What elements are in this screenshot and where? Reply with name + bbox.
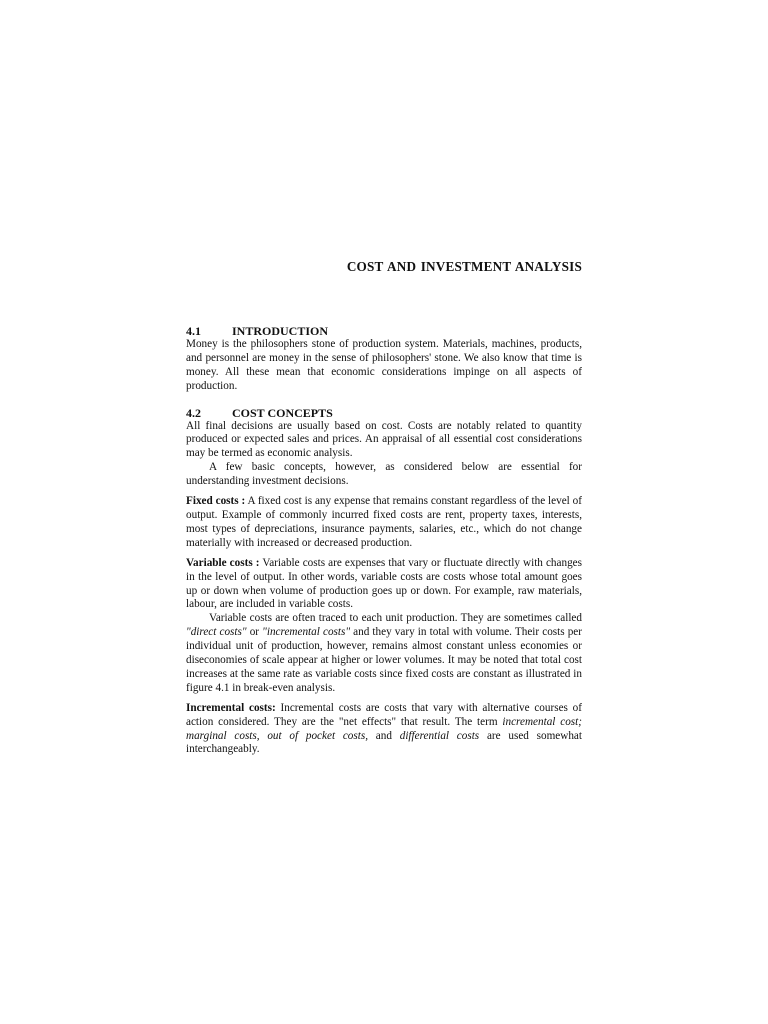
variable-costs-term: Variable costs : [186, 556, 260, 569]
document-page [186, 260, 582, 757]
variable-costs-paragraph [186, 557, 582, 613]
section-number: 4.1 [186, 323, 201, 338]
section-title: COST CONCEPTS [232, 405, 333, 420]
section-number: 4.2 [186, 405, 201, 420]
variable-costs-text: Variable costs are expenses that vary or fluctuate directly with changes in the level of output. In other words, variable costs are costs whose total amount goes up or down when volume of production goes up or down. For example, raw materials, labour, are included in variable costs. [186, 556, 583, 611]
text-run: are used somewhat interchangeably. [186, 729, 583, 756]
chapter-title: COST AND INVESTMENT ANALYSIS [346, 259, 582, 274]
section-heading-introduction [186, 324, 582, 338]
direct-costs-term: "direct costs" [186, 626, 247, 639]
incremental-costs-paragraph [186, 702, 582, 758]
incremental-costs-term: "incremental costs" [262, 626, 351, 639]
text-run: and they vary in total with volume. Their costs per individual unit of production, however, remains almost constant unless economies or diseconomies of scale appear at higher or lower volumes. It may be noted that total cost increases at the same rate as variable costs since fixed costs are constant as illustrated in figure 4.1 in break-even analysis. [186, 626, 583, 694]
variable-costs-paragraph-2 [186, 612, 582, 695]
cost-concepts-paragraph: A few basic concepts, however, as considered below are essential for understanding investment decisions. [186, 461, 582, 488]
introduction-paragraph: Money is the philosophers stone of production system. Materials, machines, products, and personnel are money in the sense of philosophers' stone. We also know that time is money. All these mean that economic considerations impinge on all aspects of production. [186, 337, 582, 392]
text-run: and [368, 729, 392, 742]
section-title: INTRODUCTION [232, 323, 329, 338]
fixed-costs-term: Fixed costs : [186, 495, 246, 508]
incremental-costs-text: Incremental costs are costs that vary with alternative courses of action considered. They are the "net effects" that result. The term [186, 701, 582, 728]
text-run: or [246, 626, 263, 639]
cost-term-list: incremental cost; marginal costs, out of pocket costs, [186, 715, 582, 742]
section-heading-cost-concepts [186, 406, 582, 420]
differential-costs-term: differential costs [399, 729, 480, 742]
incremental-costs-term: Incremental costs: [186, 701, 276, 714]
fixed-costs-text: A fixed cost is any expense that remains constant regardless of the level of output. Example of commonly incurred fixed costs are rent, property taxes, interests, most types of depreciations, insurance payments, salaries, etc., which do not change materially with increased or decreased production. [186, 495, 582, 549]
text-run: Variable costs are often traced to each unit production. They are sometimes called [209, 612, 582, 625]
cost-concepts-paragraph: All final decisions are usually based on cost. Costs are notably related to quantity produced or expected sales and prices. An appraisal of all essential cost considerations may be termed as economic analysis. [186, 419, 582, 460]
fixed-costs-paragraph [186, 495, 582, 551]
